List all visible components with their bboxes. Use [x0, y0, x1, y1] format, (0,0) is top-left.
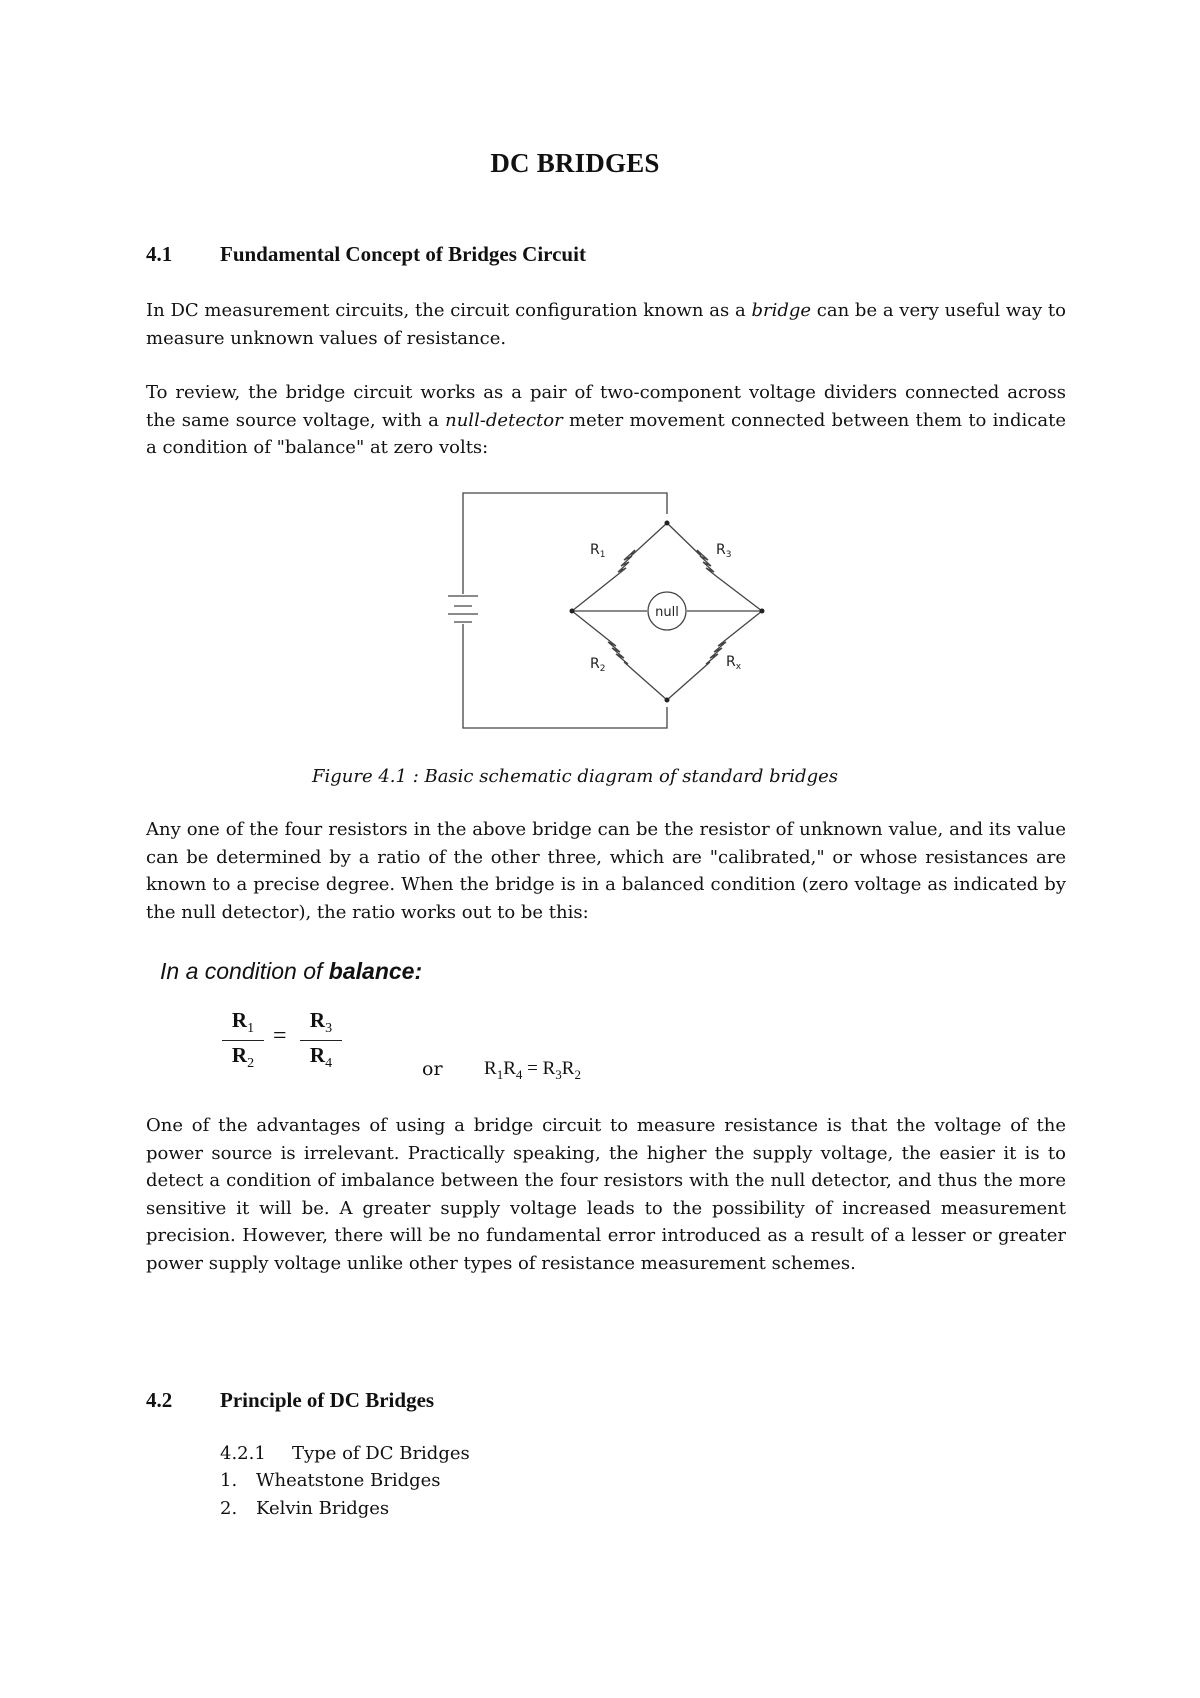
equation-product-form: $R_1R_4 = R_3R_2$ — [484, 1058, 581, 1082]
fraction-r3-over-r4 — [300, 1008, 342, 1073]
fraction-bar — [222, 1040, 264, 1041]
section-title: Principle of DC Bridges — [220, 1388, 435, 1412]
fraction-bar — [300, 1040, 342, 1041]
fraction-r1-over-r2 — [222, 1008, 264, 1073]
emphasis-null-detector: null-detector — [445, 409, 563, 431]
subsection-title: Type of DC Bridges — [292, 1443, 470, 1464]
list-label: Wheatstone Bridges — [256, 1470, 441, 1491]
paragraph-review — [146, 379, 1066, 462]
label-r2: $R_2$ — [590, 656, 606, 674]
supply-wire-bottom — [463, 624, 667, 728]
text-run: meter movement connected between them to indicate a condition of "balance" at zero volts: — [146, 409, 1066, 458]
label-r1: $R_1$ — [590, 542, 606, 560]
text-run: In a condition of — [160, 958, 329, 984]
supply-wire-top — [463, 493, 667, 594]
balance-label — [160, 958, 422, 985]
node-left — [570, 609, 575, 614]
list-number: 1. — [220, 1470, 238, 1491]
detector-label: null — [655, 605, 679, 620]
section-number: 4.2 — [146, 1388, 173, 1412]
figure-caption: Figure 4.1 : Basic schematic diagram of standard bridges — [312, 766, 838, 787]
page-title: DC BRIDGES — [490, 148, 660, 178]
list-item — [220, 1498, 389, 1519]
paragraph-ratio: Any one of the four resistors in the above bridge can be the resistor of unknown value, and its value can be determined by a ratio of the other three, which are "calibrated," or whose resistances are known to a precise degree. When the bridge is in a balanced condition (zero voltage as indicated by the null detector), the ratio works out to be this: — [146, 819, 1066, 923]
text-run: To review, the bridge circuit works as a pair of two-component voltage dividers connected across the same source voltage, with a — [146, 382, 1066, 431]
emphasis-bridge: bridge — [751, 300, 812, 321]
equation-or: or — [422, 1058, 443, 1080]
text-run-bold: balance: — [328, 958, 423, 984]
list-number: 2. — [220, 1498, 238, 1519]
bridge-schematic — [440, 488, 780, 738]
denominator: $R_2$ — [231, 1043, 255, 1072]
text-run: In DC measurement circuits, the circuit configuration known as a — [146, 300, 752, 321]
numerator: $R_3$ — [309, 1008, 333, 1037]
label-rx: $R_x$ — [726, 654, 742, 672]
paragraph-intro — [146, 297, 1066, 352]
section-number: 4.1 — [146, 242, 173, 266]
denominator: $R_4$ — [309, 1043, 333, 1072]
section-heading-4-2 — [146, 1388, 434, 1413]
node-top — [665, 521, 670, 526]
node-right — [760, 609, 765, 614]
label-r3: $R_3$ — [716, 542, 732, 560]
numerator: $R_1$ — [231, 1008, 255, 1037]
list-label: Kelvin Bridges — [256, 1498, 390, 1519]
equals-sign: = — [273, 1023, 287, 1049]
text-run: can be a very useful way to measure unknown values of resistance. — [146, 300, 1066, 349]
subsection-number: 4.2.1 — [220, 1443, 266, 1464]
node-bottom — [665, 698, 670, 703]
list-item — [220, 1470, 441, 1491]
section-title: Fundamental Concept of Bridges Circuit — [220, 242, 586, 266]
paragraph-advantages: One of the advantages of using a bridge circuit to measure resistance is that the voltage of the power source is irrelevant. Practically speaking, the higher the supply voltage, the easier it is to detect a condition of imbalance between the four resistors with the null detector, and thus the more sensitive it will be. A greater supply voltage leads to the possibility of increased measurement precision. However, there will be no fundamental error introduced as a result of a lesser or greater power supply voltage unlike other types of resistance measurement schemes. — [146, 1115, 1066, 1274]
section-heading-4-1 — [146, 242, 586, 267]
subsection-heading-4-2-1 — [220, 1443, 470, 1464]
